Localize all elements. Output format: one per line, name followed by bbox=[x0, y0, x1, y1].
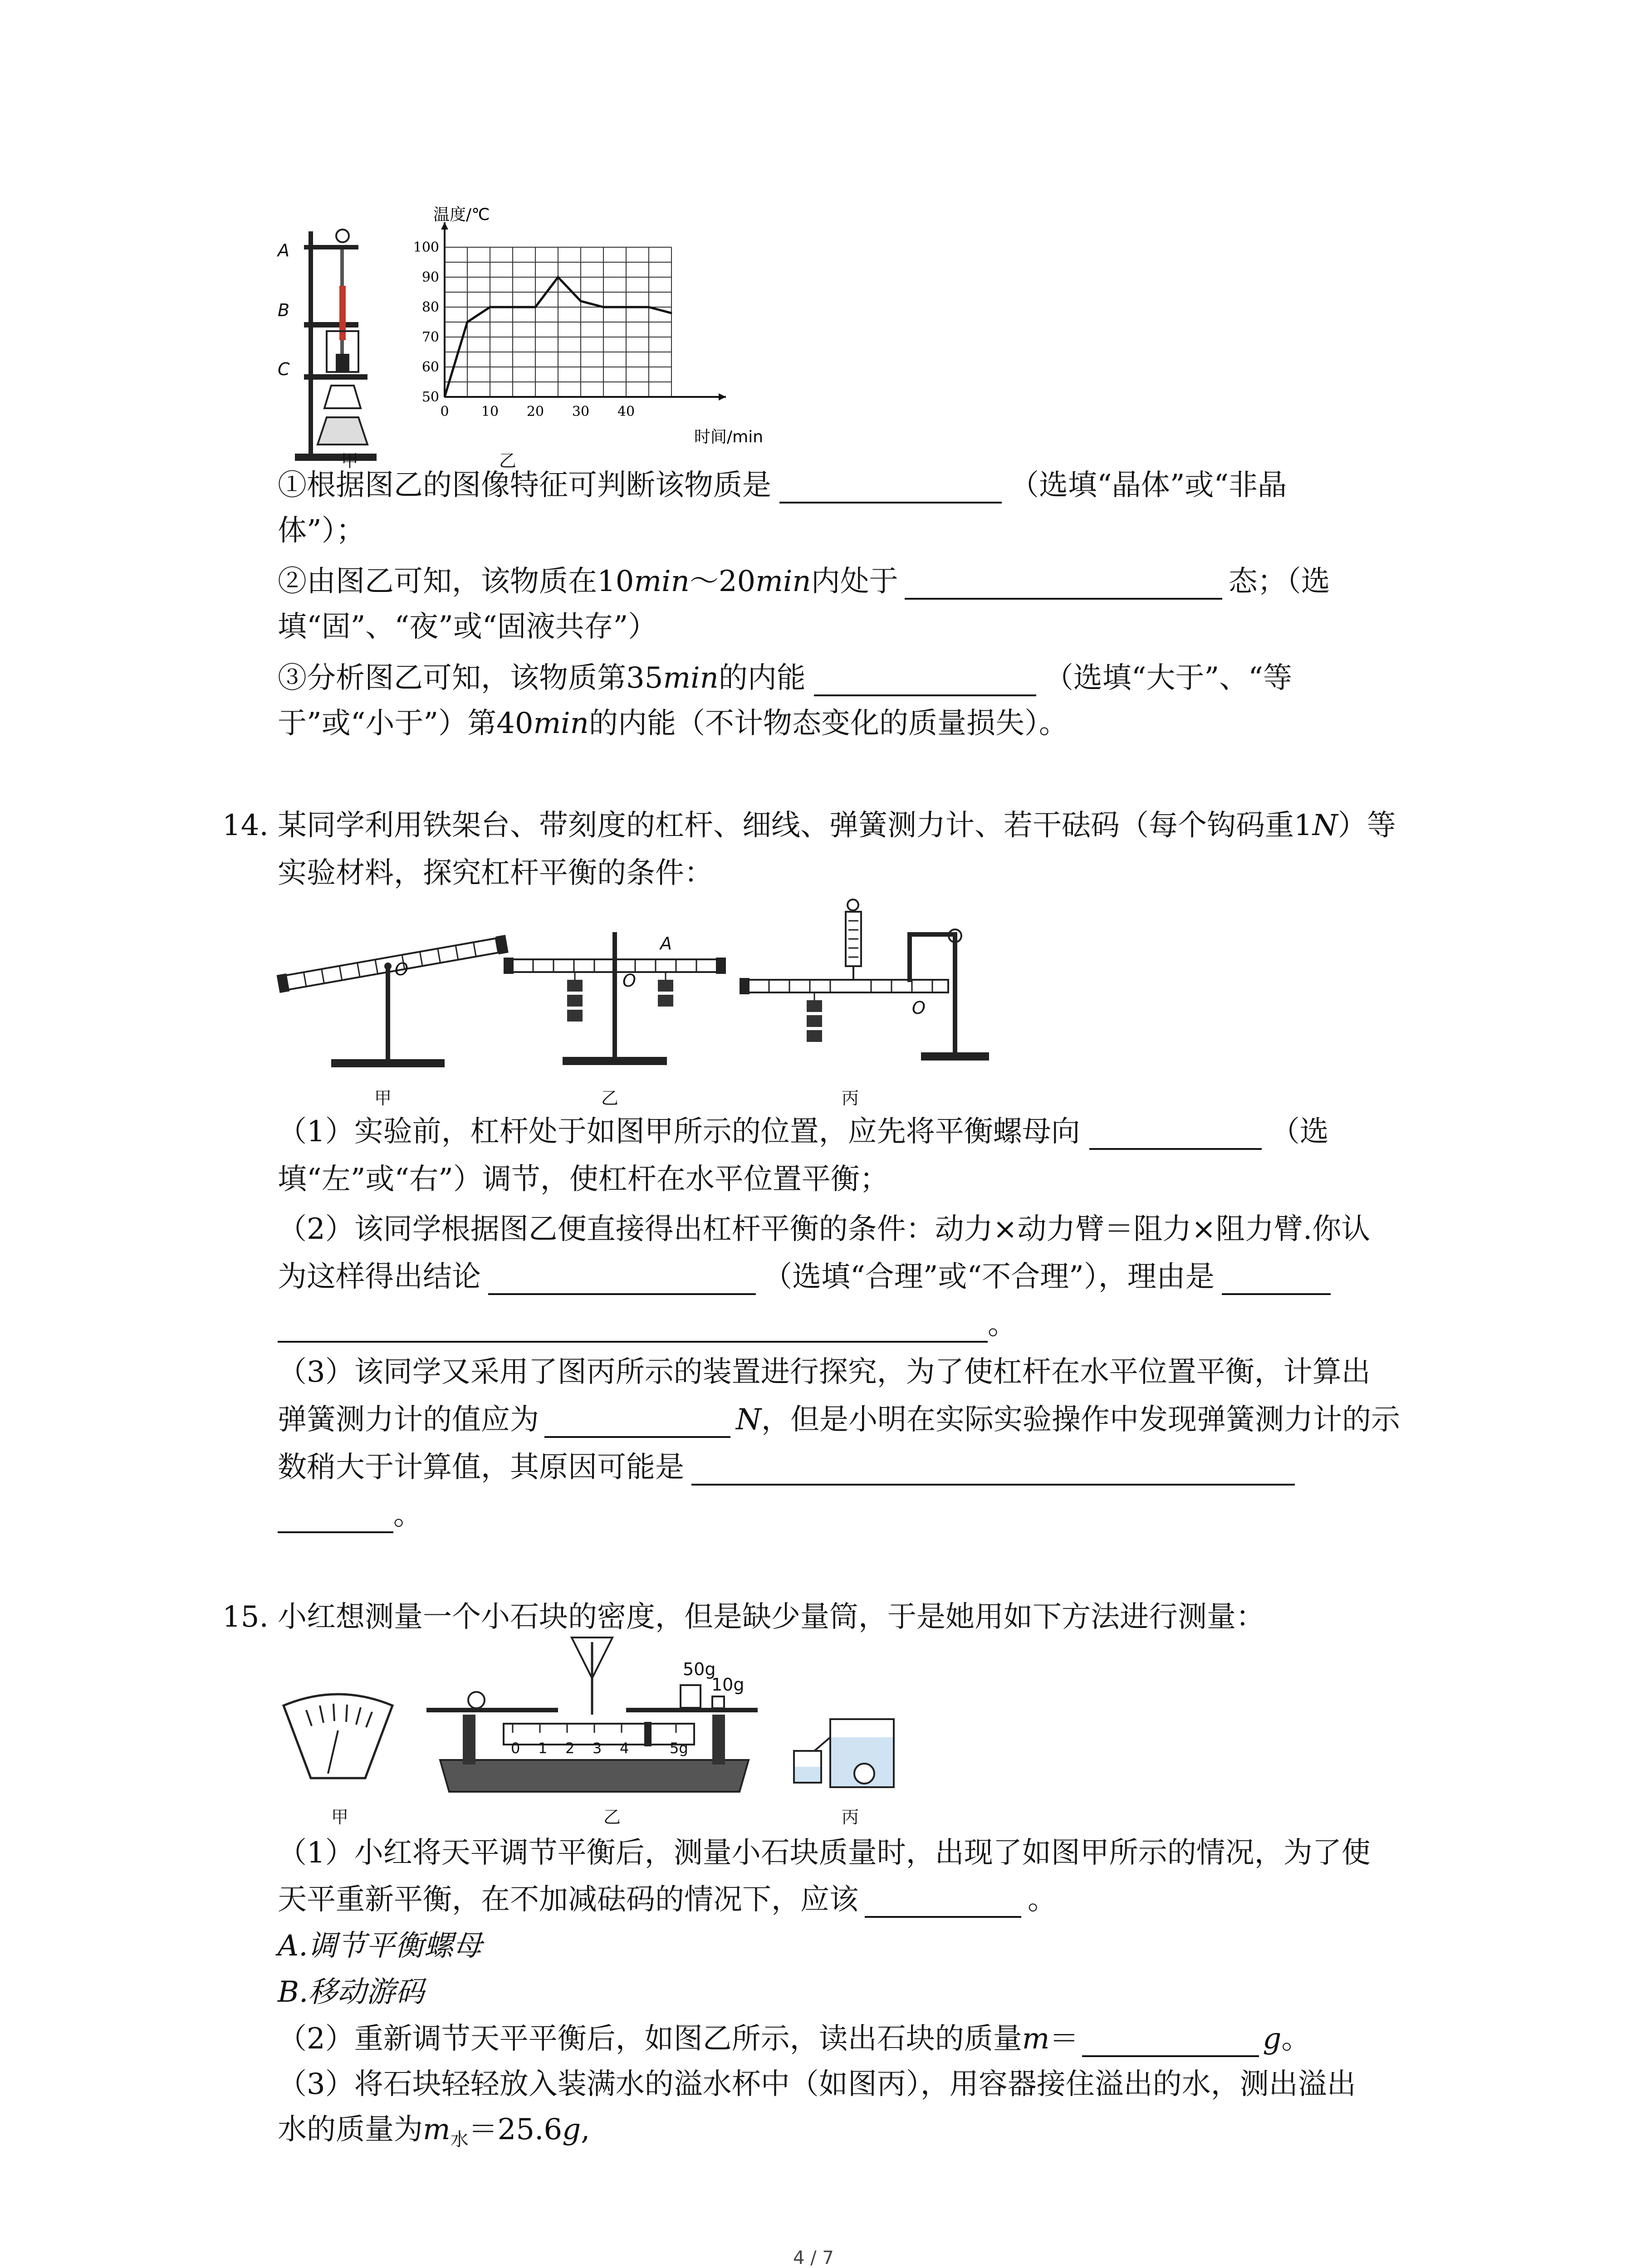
q14-p3-end: 。 bbox=[393, 1498, 422, 1532]
q14-number: 14. bbox=[222, 809, 269, 842]
q14-l1-text: 某同学利用铁架台、带刻度的杠杆、细线、弹簧测力计、若干砝码（每个钩码重1 bbox=[278, 809, 1313, 842]
q15-p2-unit: g bbox=[1263, 2022, 1282, 2056]
q13-l5-option: （选填“大于”、“等 bbox=[1044, 661, 1292, 695]
chart-data-point bbox=[467, 322, 468, 323]
q13-l5-time: 35 bbox=[626, 661, 663, 695]
q15-p2-var: m bbox=[1022, 2022, 1050, 2056]
q14-fig-jia-caption: 甲 bbox=[374, 1088, 392, 1108]
fig13-label-b: B bbox=[278, 300, 290, 320]
q14-p3-reason: 数稍大于计算值，其原因可能是 bbox=[278, 1451, 684, 1484]
q14-answer-blank-5[interactable] bbox=[691, 1456, 1295, 1486]
fig13-label-a: A bbox=[278, 240, 289, 260]
q15-answer-blank-2[interactable] bbox=[1082, 2027, 1259, 2057]
q14-p1-text: （1）实验前，杠杆处于如图甲所示的位置，应先将平衡螺母向 bbox=[278, 1115, 1080, 1149]
chart-y-tick-label: 60 bbox=[421, 359, 439, 375]
q15-fig-weight-50g: 50g bbox=[683, 1659, 716, 1679]
q15-part3-line1: （3）将石块轻轻放入装满水的溢水杯中（如图丙），用容器接住溢出的水，测出溢出 bbox=[278, 2068, 1356, 2101]
q14-line1 bbox=[278, 807, 1396, 844]
chart-data-point bbox=[648, 307, 650, 308]
chart-data-point bbox=[671, 313, 672, 314]
q14-p3-text: 弹簧测力计的值应为 bbox=[278, 1403, 539, 1437]
q13-l3-sep: ～ bbox=[689, 565, 719, 598]
q14-part3-line1: （3）该同学又采用了图丙所示的装置进行探究，为了使杠杆在水平位置平衡，计算出 bbox=[278, 1355, 1371, 1389]
chart-data-point bbox=[580, 300, 582, 302]
q14-answer-blank-3[interactable] bbox=[1222, 1265, 1331, 1295]
q15-p3-unit: g bbox=[562, 2113, 581, 2146]
q15-fig-tick-4: 4 bbox=[620, 1740, 629, 1757]
q14-l1-unit: N bbox=[1312, 809, 1338, 842]
q13-l6-text: 于”或“小于”）第 bbox=[278, 707, 497, 740]
q13-l5-text: ③分析图乙可知，该物质第 bbox=[278, 661, 626, 695]
q14-answer-blank-2[interactable] bbox=[488, 1265, 756, 1295]
q15-p3-text: 水的质量为 bbox=[278, 2113, 423, 2146]
chart-y-tick-label: 90 bbox=[421, 269, 439, 285]
q15-part2 bbox=[278, 2021, 1310, 2057]
q13-l5-unit: min bbox=[663, 661, 719, 695]
q15-fig-tick-2: 2 bbox=[565, 1740, 575, 1757]
q14-answer-blank-3-cont[interactable] bbox=[278, 1313, 988, 1343]
q14-fig-jia-o: O bbox=[395, 959, 408, 979]
q15-p3-sub: 水 bbox=[450, 2129, 469, 2150]
q13-line3 bbox=[278, 563, 1330, 600]
q14-fig-yi-o: O bbox=[622, 971, 636, 991]
chart-x-axis-label: 时间/min bbox=[694, 428, 764, 446]
q13-l3-end: 态；（选 bbox=[1228, 565, 1330, 598]
q13-l3-time2: 20 bbox=[718, 565, 756, 598]
fig13-caption-right: 乙 bbox=[499, 451, 517, 471]
q15-p1-text: 天平重新平衡，在不加减砝码的情况下，应该 bbox=[278, 1883, 858, 1916]
chart-y-tick-label: 70 bbox=[421, 329, 439, 345]
q14-answer-blank-1[interactable] bbox=[1089, 1120, 1262, 1150]
q13-l3-mid: 内处于 bbox=[811, 565, 898, 598]
q15-fig-tick-1: 1 bbox=[538, 1740, 548, 1757]
q13-l1-text: ①根据图乙的图像特征可判断该物质是 bbox=[278, 469, 771, 502]
q14-p2-text: 为这样得出结论 bbox=[278, 1260, 481, 1294]
q15-option-a: A.调节平衡螺母 bbox=[278, 1929, 482, 1963]
q14-part3-line3 bbox=[278, 1449, 1295, 1486]
q15-figure-yi bbox=[422, 1628, 776, 1801]
q13-l3-unit2: min bbox=[755, 565, 811, 598]
q15-fig-tick-0: 0 bbox=[511, 1740, 520, 1757]
q13-l3-unit1: min bbox=[634, 565, 690, 598]
q15-p3-var: m bbox=[423, 2113, 451, 2146]
q14-fig-yi-caption: 乙 bbox=[601, 1088, 619, 1108]
chart-y-axis-label: 温度/℃ bbox=[433, 205, 490, 224]
chart-data-point bbox=[490, 307, 491, 308]
chart-data-point bbox=[558, 277, 559, 278]
q13-l5-mid: 的内能 bbox=[718, 661, 806, 695]
chart-y-tick-label: 100 bbox=[413, 240, 439, 255]
q15-fig-weight-10g: 10g bbox=[711, 1675, 745, 1695]
q13-l6-end: 的内能（不计物态变化的质量损失）。 bbox=[588, 707, 1068, 740]
q15-fig-bing-caption: 丙 bbox=[842, 1807, 859, 1827]
q13-line1 bbox=[278, 467, 1287, 503]
chart-x-tick-label: 20 bbox=[526, 404, 544, 420]
q14-answer-blank-4[interactable] bbox=[544, 1408, 730, 1438]
q13-line4: 填“固”、“夜”或“固液共存”） bbox=[278, 610, 657, 644]
q15-fig-jia-caption: 甲 bbox=[331, 1807, 349, 1827]
fig13-chart bbox=[395, 205, 764, 449]
fig13-caption-left: 甲 bbox=[341, 451, 359, 471]
q15-number: 15. bbox=[222, 1600, 269, 1634]
q13-l6-time: 40 bbox=[496, 707, 534, 740]
q14-part2-line3 bbox=[278, 1306, 1017, 1343]
q14-figure-yi bbox=[504, 928, 726, 1075]
q15-fig-yi-caption: 乙 bbox=[603, 1807, 621, 1827]
q13-line6 bbox=[278, 705, 1068, 742]
q14-answer-blank-5-cont[interactable] bbox=[278, 1503, 393, 1533]
q14-p3-mid: ，但是小明在实际实验操作中发现弹簧测力计的示 bbox=[761, 1403, 1400, 1437]
q14-fig-bing-o: O bbox=[912, 998, 926, 1018]
chart-y-tick-label: 80 bbox=[421, 299, 439, 315]
q15-fig-tick-5: 5g bbox=[670, 1740, 688, 1757]
q13-l6-unit: min bbox=[533, 707, 589, 740]
chart-x-tick-label: 10 bbox=[481, 404, 499, 420]
q15-p3-eq: ＝25.6 bbox=[468, 2113, 563, 2146]
q13-l1-option: （选填“晶体”或“非晶 bbox=[1010, 469, 1287, 502]
q14-p2-option: （选填“合理”或“不合理”），理由是 bbox=[763, 1260, 1215, 1294]
page-number: 4 / 7 bbox=[793, 2248, 834, 2268]
chart-x-tick-label: 40 bbox=[617, 404, 635, 420]
q14-p2-end: 。 bbox=[988, 1308, 1017, 1341]
q15-part1-line1: （1）小红将天平调节平衡后，测量小石块质量时，出现了如图甲所示的情况，为了使 bbox=[278, 1836, 1371, 1870]
q13-line5 bbox=[278, 660, 1292, 696]
fig13-label-c: C bbox=[278, 359, 290, 379]
chart-data-point bbox=[512, 307, 514, 308]
q14-l1-end: ）等 bbox=[1337, 809, 1396, 842]
q13-answer-blank-2[interactable] bbox=[905, 570, 1222, 600]
fig13-apparatus bbox=[277, 218, 395, 472]
q14-figure-bing bbox=[740, 896, 994, 1068]
q15-fig-tick-3: 3 bbox=[593, 1740, 602, 1757]
chart-x-tick-label: 30 bbox=[572, 404, 590, 420]
q14-part2-line2 bbox=[278, 1259, 1331, 1295]
q14-part1-line1 bbox=[278, 1114, 1329, 1150]
q15-p3-end: , bbox=[581, 2113, 590, 2146]
q13-answer-blank-1[interactable] bbox=[779, 474, 1002, 503]
q13-line2: 体”）； bbox=[278, 514, 365, 547]
q15-p2-text: （2）重新调节天平平衡后，如图乙所示，读出石块的质量 bbox=[278, 2022, 1022, 2056]
q13-answer-blank-3[interactable] bbox=[814, 666, 1036, 696]
q15-p2-eq: ＝ bbox=[1049, 2022, 1079, 2056]
q14-p1-option: （选 bbox=[1270, 1115, 1329, 1149]
q15-figure-bing bbox=[789, 1710, 907, 1796]
q14-figure-jia bbox=[272, 912, 508, 1075]
chart-y-tick-label: 50 bbox=[421, 389, 439, 405]
q15-figure-jia bbox=[274, 1687, 402, 1796]
q15-option-b: B.移动游码 bbox=[278, 1975, 425, 2009]
q13-l3-time1: 10 bbox=[597, 565, 634, 598]
q14-fig-yi-a: A bbox=[660, 934, 672, 953]
q15-p2-end: 。 bbox=[1281, 2022, 1311, 2056]
q15-part1-line2 bbox=[278, 1882, 1057, 1918]
q13-l3-text: ②由图乙可知，该物质在 bbox=[278, 565, 597, 598]
q14-part3-line2 bbox=[278, 1402, 1400, 1438]
chart-data-point bbox=[603, 307, 604, 308]
chart-data-point bbox=[626, 307, 627, 308]
q14-part2-line1: （2）该同学根据图乙便直接得出杠杆平衡的条件：动力×动力臂＝阻力×阻力臂.你认 bbox=[278, 1212, 1371, 1246]
q14-line2: 实验材料，探究杠杆平衡的条件： bbox=[278, 856, 713, 890]
q15-line1: 小红想测量一个小石块的密度，但是缺少量筒，于是她用如下方法进行测量： bbox=[278, 1600, 1265, 1634]
chart-x-tick-label: 0 bbox=[440, 404, 449, 420]
q14-p3-unit: N bbox=[736, 1403, 761, 1437]
q14-part3-line4 bbox=[278, 1497, 422, 1533]
chart-data-point bbox=[535, 307, 536, 308]
chart-data-point bbox=[444, 396, 446, 398]
q15-part3-line2 bbox=[278, 2112, 590, 2158]
q14-part1-line2: 填“左”或“右”）调节，使杠杆在水平位置平衡； bbox=[278, 1163, 889, 1196]
chart-x-arrow bbox=[719, 393, 726, 401]
q15-p1-end: 。 bbox=[1028, 1883, 1057, 1916]
q15-answer-blank-1[interactable] bbox=[865, 1888, 1021, 1918]
q14-fig-bing-caption: 丙 bbox=[842, 1088, 859, 1108]
